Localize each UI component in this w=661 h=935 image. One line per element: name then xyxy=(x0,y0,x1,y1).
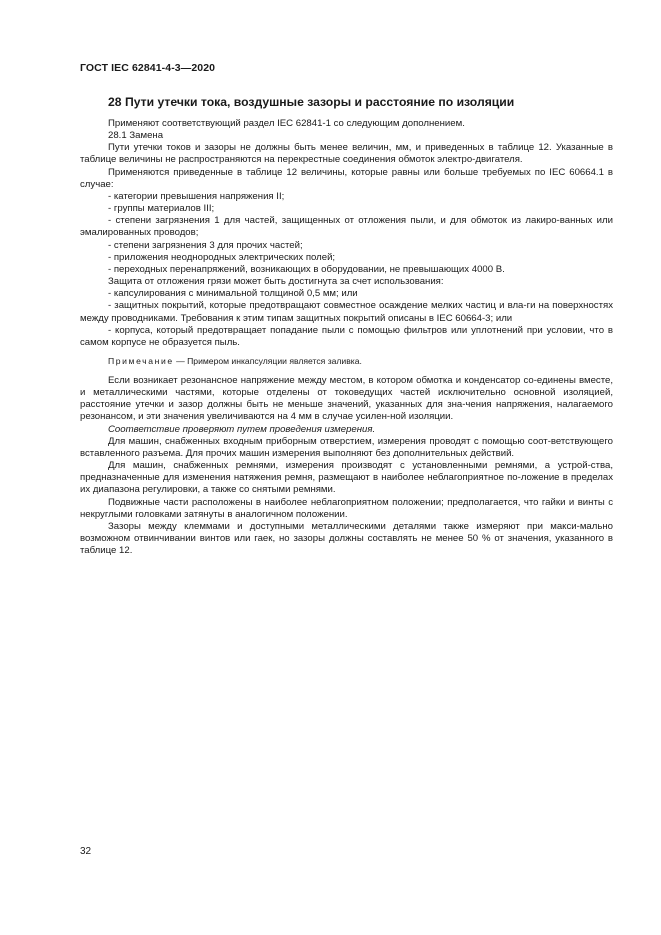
list-item: - категории превышения напряжения II; xyxy=(108,190,285,202)
paragraph-3: Защита от отложения грязи может быть достигнута за счет использования: xyxy=(108,276,444,288)
document-body xyxy=(80,118,613,557)
note-text: — Примером инкапсуляции является заливка. xyxy=(173,355,362,366)
note-label: Примечание xyxy=(108,355,174,366)
page-number: 32 xyxy=(80,846,92,857)
list-item: - защитных покрытий, которые предотвращают совместное осаждение мелких частиц и вла-ги на поверхностях между проводниками. Требования к этим типам защитных покрытий описаны в IEC 60664-3; или xyxy=(80,300,613,324)
list-item: - степени загрязнения 3 для прочих частей; xyxy=(108,239,303,251)
note xyxy=(80,356,613,367)
subsection-label: 28.1 Замена xyxy=(108,130,164,142)
paragraph-intro: Применяют соответствующий раздел IEC 62841-1 со следующим дополнением. xyxy=(108,118,465,129)
list-item: - переходных перенапряжений, возникающих в оборудовании, не превышающих 4000 В. xyxy=(108,263,505,275)
paragraph-4: Если возникает резонансное напряжение между местом, в котором обмотка и конденсатор со-единены вместе, и металлическими частями, которые отделены от токоведущих частей исключительно основной изоляцией, расстояние утечки и зазор должны быть не меньше значений, указанных для зна-чения напряжения, налагаемого резонансом, и эти значения увеличиваются на 4 мм в случае усилен-ной изоляции. xyxy=(80,374,613,423)
section-title: 28 Пути утечки тока, воздушные зазоры и расстояние по изоляции xyxy=(108,95,515,109)
list-item: - приложения неоднородных электрических полей; xyxy=(108,251,336,263)
paragraph-7: Подвижные части расположены в наиболее неблагоприятном положении; предполагается, что гайки и винты с некруглыми головками затянуты в аналогичном положении. xyxy=(80,496,613,520)
list-item: - степени загрязнения 1 для частей, защищенных от отложения пыли, и для обмоток из лакиро-ванных или эмалированных проводов; xyxy=(80,215,613,239)
paragraph-1: Пути утечки токов и зазоры не должны быть менее величин, мм, и приведенных в таблице 12. Указанные в таблице величины не распространяются на перекрестные соединения обмоток электро-двигателя. xyxy=(80,142,613,166)
compliance-statement: Соответствие проверяют путем проведения измерения. xyxy=(108,423,376,435)
standard-code: ГОСТ IEC 62841-4-3—2020 xyxy=(80,62,216,74)
list-item: - капсулирования с минимальной толщиной 0,5 мм; или xyxy=(108,288,358,300)
list-item: - корпуса, который предотвращает попадание пыли с помощью фильтров или уплотнений при условии, что в самом корпусе не образуется пыль. xyxy=(80,324,613,348)
list-item: - группы материалов III; xyxy=(108,203,215,215)
paragraph-5: Для машин, снабженных входным приборным отверстием, измерения проводят с помощью соот-ветствующего вставленного разъема. Для прочих машин измерения выполняют без дополнительных действий. xyxy=(80,435,613,459)
paragraph-6: Для машин, снабженных ремнями, измерения производят с установленными ремнями, а устрой-ства, предназначенные для изменения натяжения ремня, размещают в наиболее неблагоприятное по-ложение в пределах их диапазона регулировки, а также со снятыми ремнями. xyxy=(80,460,613,496)
paragraph-8: Зазоры между клеммами и доступными металлическими деталями также измеряют при макси-мально возможном отвинчивании винтов или гаек, но зазоры должны составлять не менее 50 % от значения, указанного в таблице 12. xyxy=(80,520,613,557)
paragraph-2: Применяются приведенные в таблице 12 величины, которые равны или больше требуемых по IEC 60664.1 в случае: xyxy=(80,166,613,190)
